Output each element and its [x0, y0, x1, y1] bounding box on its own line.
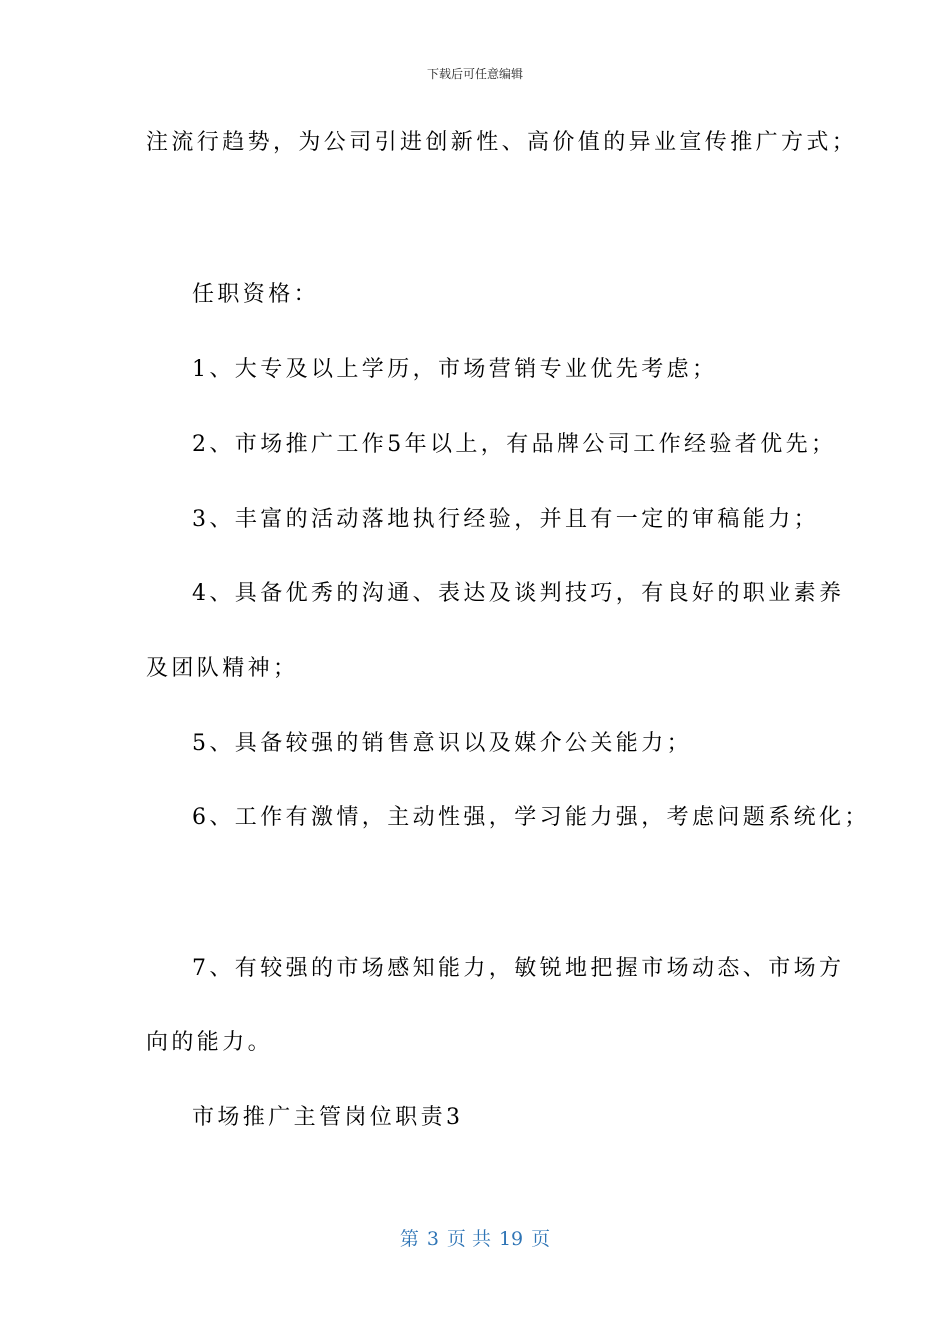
footer-page-number: 3: [426, 1228, 439, 1250]
page-footer: [0, 1226, 950, 1252]
qualification-item-7-line-1: 7、有较强的市场感知能力，敏锐地把握市场动态、市场方: [192, 956, 845, 981]
qualification-item-6: 6、工作有激情，主动性强，学习能力强，考虑问题系统化；: [192, 805, 870, 830]
footer-page-middle: 页 共: [446, 1228, 491, 1250]
footer-page-total: 19: [498, 1228, 524, 1250]
qualification-item-1: 1、大专及以上学历，市场营销专业优先考虑；: [192, 357, 718, 382]
page-header: 下载后可任意编辑: [426, 67, 523, 81]
paragraph-continuation: 注流行趋势，为公司引进创新性、高价值的异业宣传推广方式；: [146, 130, 858, 155]
qualification-item-7-line-2: 向的能力。: [146, 1030, 274, 1055]
footer-page-suffix: 页: [531, 1228, 551, 1250]
qualification-item-5: 5、具备较强的销售意识以及媒介公关能力；: [192, 731, 692, 756]
footer-page-prefix: 第: [399, 1228, 419, 1250]
qualification-item-2: 2、市场推广工作5年以上，有品牌公司工作经验者优先；: [192, 432, 837, 457]
qualifications-heading: 任职资格：: [192, 282, 320, 307]
qualification-item-3: 3、丰富的活动落地执行经验，并且有一定的审稿能力；: [192, 507, 819, 532]
section-title: 市场推广主管岗位职责3: [192, 1105, 464, 1130]
qualification-item-4-line-1: 4、具备优秀的沟通、表达及谈判技巧，有良好的职业素养: [192, 581, 845, 606]
qualification-item-4-line-2: 及团队精神；: [146, 656, 299, 681]
